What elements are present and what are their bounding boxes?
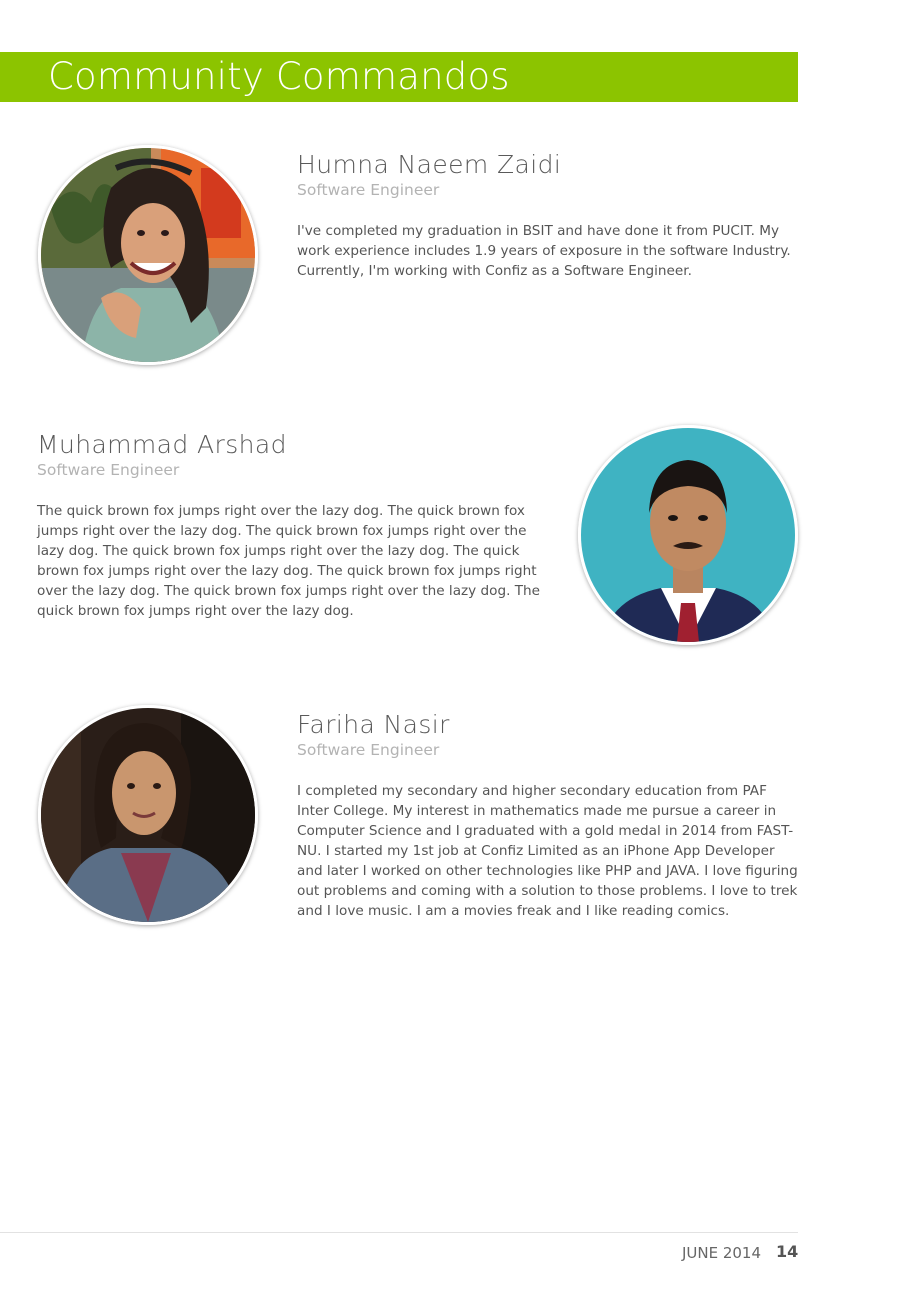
profile-photo-arshad — [578, 425, 798, 645]
portrait-photo — [41, 708, 255, 922]
profile-name: Fariha Nasir — [297, 710, 450, 739]
section-title: Community Commandos — [48, 55, 510, 98]
portrait-photo — [41, 148, 255, 362]
profile-bio: I completed my secondary and higher secondary education from PAF Inter College. My interest in mathematics made me pursue a career in Computer Science and I graduated with a gold medal in 2014 from FAST-NU. I started my 1st job at Confiz Limited as an iPhone App Developer and later I worked on other technologies like PHP and JAVA. I love figuring out problems and coming with a solution to those problems. I love to trek and I love music. I am a movies freak and I like reading comics. — [297, 783, 798, 919]
profile-name: Humna Naeem Zaidi — [297, 150, 562, 179]
page-number: 14 — [776, 1242, 799, 1261]
portrait-photo — [581, 428, 795, 642]
footer-divider — [0, 1232, 798, 1233]
profile-role: Software Engineer — [297, 181, 440, 199]
profile-role: Software Engineer — [297, 741, 440, 759]
profile-bio: I've completed my graduation in BSIT and have done it from PUCIT. My work experience includes 1.9 years of exposure in the software Industry. Currently, I'm working with Confiz as a Software Engineer. — [297, 223, 791, 279]
profile-name: Muhammad Arshad — [37, 430, 287, 459]
profile-photo-humna — [38, 145, 258, 365]
section-banner — [0, 52, 798, 102]
issue-date: JUNE 2014 — [681, 1244, 761, 1262]
profile-photo-fariha — [38, 705, 258, 925]
profile-bio: The quick brown fox jumps right over the lazy dog. The quick brown fox jumps right over the lazy dog. The quick brown fox jumps right over the lazy dog. The quick brown fox jumps right over the lazy dog. The quick brown fox jumps right over the lazy dog. The quick brown fox jumps right over the lazy dog. The quick brown fox jumps right over the lazy dog. The quick brown fox jumps right over the lazy dog. — [37, 503, 541, 619]
profile-role: Software Engineer — [37, 461, 180, 479]
